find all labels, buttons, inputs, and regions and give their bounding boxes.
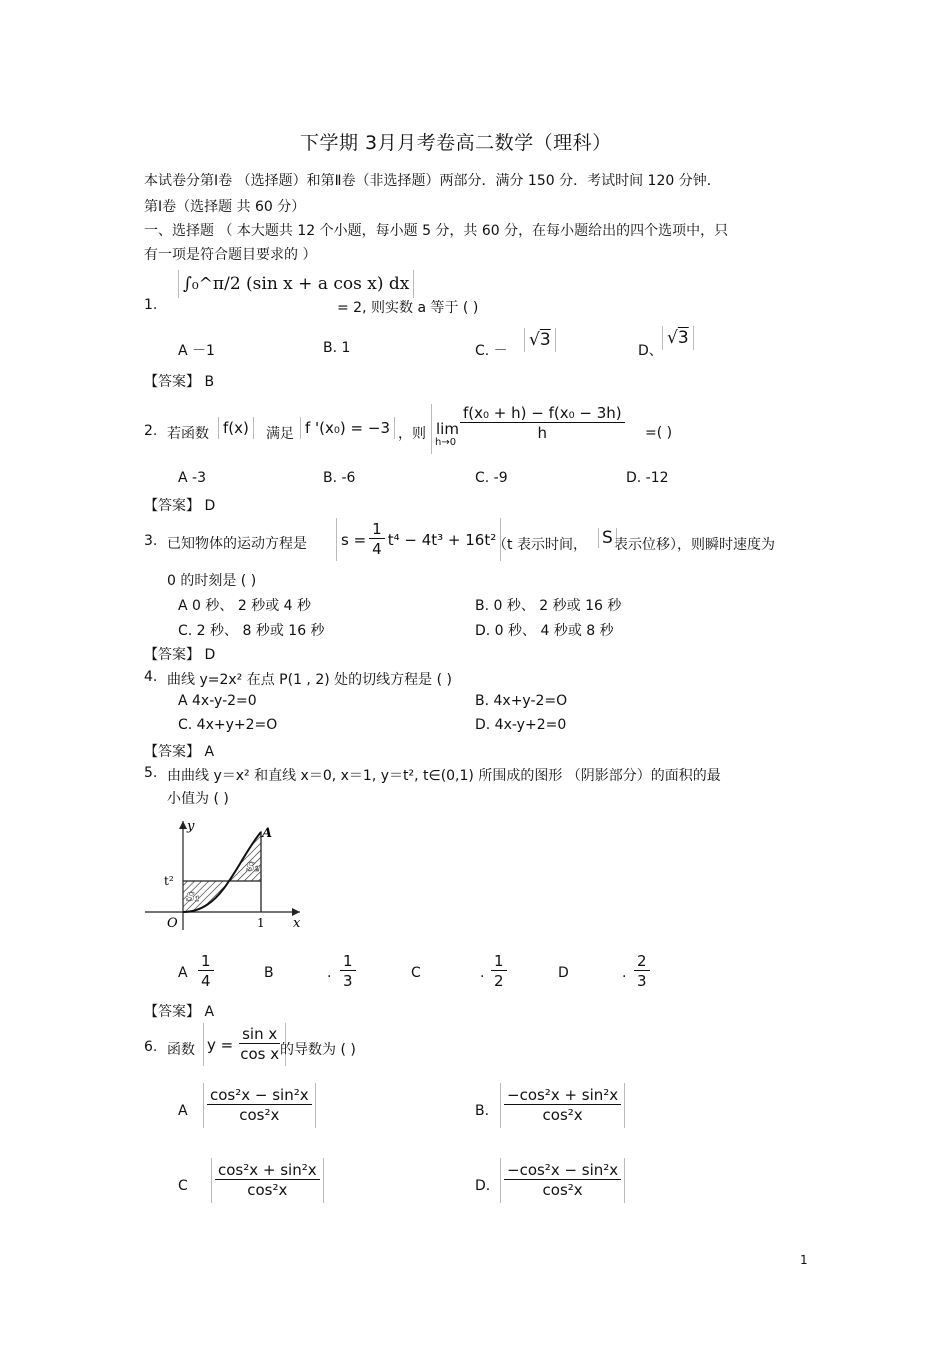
q5-option-d-letter: D	[558, 965, 569, 981]
q3-number: 3.	[144, 533, 158, 549]
q3-option-d: D. 0 秒、 4 秒或 8 秒	[475, 623, 614, 639]
q3-stem-b: （t 表示时间，	[493, 537, 587, 553]
s1-label: S₁	[186, 890, 200, 904]
q5-option-d-frac: $\frac{2}{3}$	[634, 952, 650, 991]
q5-number: 5.	[144, 765, 158, 781]
q6-option-b-frac: $\frac{\text{−cos²x + sin²x}}{\text{cos²x}}$	[500, 1083, 625, 1128]
q2-stem-d: =( )	[645, 425, 673, 441]
x-axis-arrow-icon	[292, 908, 300, 916]
q5-option-b-dot: .	[327, 965, 332, 981]
q4-number: 4.	[144, 669, 158, 685]
q6-option-d-letter: D.	[475, 1178, 491, 1194]
q2-option-c: C. -9	[475, 470, 508, 486]
q5-option-d-dot: .	[622, 965, 627, 981]
q3-stem-d: 0 的时刻是 ( )	[167, 573, 257, 589]
q3-option-c: C. 2 秒、 8 秒或 16 秒	[178, 623, 325, 639]
q6-option-a-letter: A	[178, 1103, 188, 1119]
q2-option-d: D. -12	[626, 470, 669, 486]
q2-stem-a: 若函数	[167, 426, 209, 442]
q1-option-c: C. －	[475, 343, 508, 359]
q4-option-c: C. 4x+y+2=O	[178, 717, 278, 733]
page-title: 下学期 3月月考卷高二数学（理科）	[300, 132, 612, 154]
q2-limit: lim h→0	[431, 404, 435, 454]
q2-answer: 【答案】 D	[144, 498, 216, 514]
intro-line-2: 第Ⅰ卷（选择题 共 60 分）	[144, 199, 306, 215]
q4-option-b: B. 4x+y-2=O	[475, 693, 568, 709]
q3-option-b: B. 0 秒、 2 秒或 16 秒	[475, 598, 622, 614]
q1-answer: 【答案】 B	[144, 374, 215, 390]
q5-figure	[140, 815, 310, 935]
q5-option-c-frac: $\frac{1}{2}$	[491, 952, 507, 991]
q6-option-c-letter: C	[178, 1178, 188, 1194]
q1-integral: ∫₀^π/2 (sin x + a cos x) dx	[178, 270, 414, 298]
intro-line-1: 本试卷分第Ⅰ卷 （选择题）和第Ⅱ卷（非选择题）两部分．满分 150 分．考试时间 120 分钟．	[144, 173, 721, 189]
q6-option-a-frac: $\frac{\text{cos²x − sin²x}}{\text{cos²x}}$	[203, 1083, 316, 1128]
q3-stem-a: 已知物体的运动方程是	[167, 536, 307, 552]
q1-option-a: A －1	[178, 343, 215, 359]
one-label: 1	[257, 916, 265, 930]
q6-stem-a: 函数	[167, 1042, 195, 1058]
q1-option-d-sqrt: √3	[662, 326, 694, 350]
q1-option-c-sqrt: √3	[524, 328, 556, 352]
q5-option-b-frac: $\frac{1}{3}$	[340, 952, 356, 991]
q5-answer: 【答案】 A	[144, 1004, 215, 1020]
q1-stem: = 2, 则实数 a 等于 ( )	[337, 300, 479, 316]
q1-option-d: D、	[638, 343, 663, 359]
a-label: A	[262, 826, 273, 841]
q5-option-c-letter: C	[411, 965, 421, 981]
q6-option-d-frac: $\frac{\text{−cos²x − sin²x}}{\text{cos²x}}$	[500, 1158, 625, 1203]
q6-equation: y = $\frac{\text{sin x}}{\text{cos x}}$	[203, 1023, 286, 1066]
q6-option-b-letter: B.	[475, 1103, 490, 1119]
q2-fraction: $\frac{\text{f(x₀ + h) − f(x₀ − 3h)}}{h}$	[460, 404, 625, 443]
section-heading-cont: 有一项是符合题目要求的 ）	[144, 247, 317, 263]
s2-label: S₂	[246, 860, 260, 874]
q3-answer: 【答案】 D	[144, 647, 216, 663]
q2-number: 2.	[144, 423, 158, 439]
q2-stem-c: ，则	[398, 426, 426, 442]
q6-number: 6.	[144, 1039, 158, 1055]
q2-stem-b: 满足	[266, 426, 294, 442]
q2-option-a: A -3	[178, 470, 206, 486]
q4-option-d: D. 4x-y+2=0	[475, 717, 567, 733]
y-label: y	[187, 819, 195, 834]
t2-label: t²	[164, 874, 174, 888]
q2-condition: f '(x₀) = −3	[300, 417, 395, 439]
q5-option-b-letter: B	[264, 965, 274, 981]
page-number: 1	[800, 1253, 808, 1267]
q5-option-a-frac: $\frac{1}{4}$	[198, 952, 214, 991]
q4-answer: 【答案】 A	[144, 744, 215, 760]
q2-fx: f(x)	[218, 417, 254, 439]
q3-equation: s = $\frac{1}{4}$ t⁴ − 4t³ + 16t²	[336, 518, 501, 561]
q4-stem: 曲线 y=2x² 在点 P(1 , 2) 处的切线方程是 ( )	[167, 672, 452, 688]
q3-s-symbol: S	[598, 528, 617, 548]
q1-option-b: B. 1	[323, 340, 351, 356]
q3-stem-c: 表示位移），则瞬时速度为	[614, 537, 775, 553]
q2-option-b: B. -6	[323, 470, 356, 486]
q1-number: 1.	[144, 297, 158, 313]
q6-option-c-frac: $\frac{\text{cos²x + sin²x}}{\text{cos²x}}$	[211, 1158, 324, 1203]
y-axis-arrow-icon	[179, 821, 187, 829]
q6-stem-b: 的导数为 ( )	[280, 1042, 356, 1058]
origin-label: O	[167, 916, 178, 931]
q3-option-a: A 0 秒、 2 秒或 4 秒	[178, 598, 311, 614]
x-label: x	[293, 916, 301, 931]
q5-option-c-dot: .	[480, 965, 485, 981]
q4-option-a: A 4x-y-2=0	[178, 693, 257, 709]
q5-stem-b: 小值为 ( )	[167, 791, 229, 807]
q5-stem-a: 由曲线 y＝x² 和直线 x＝0, x＝1, y＝t², t∈(0,1) 所围成的图形 （阴影部分）的面积的最	[167, 768, 721, 784]
section-heading: 一、选择题 （ 本大题共 12 个小题，每小题 5 分，共 60 分，在每小题给出的四个选项中，只	[144, 223, 729, 239]
q5-option-a-letter: A	[178, 965, 188, 981]
